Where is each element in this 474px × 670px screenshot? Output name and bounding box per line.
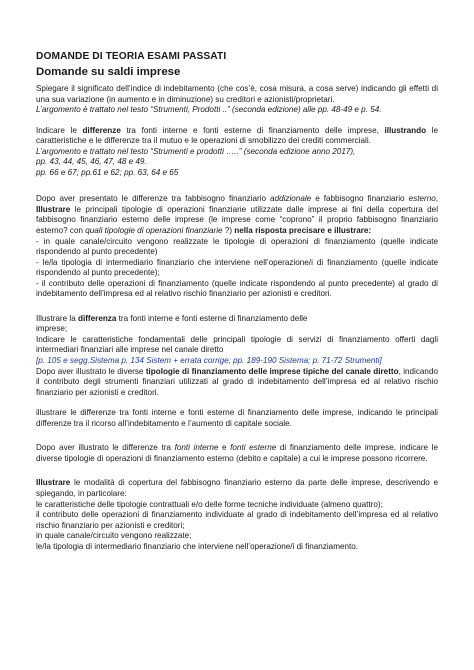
- question-2-pages-2: pp. 66 e 67; pp.61 e 62; pp. 63, 64 e 65: [36, 167, 179, 177]
- section-subtitle: Domande su saldi imprese: [36, 66, 181, 78]
- question-6-text: Dopo aver illustrato le differenze tra fonti interne e fonti esterne di finanziamento delle imprese, indicare le diverse tipologie di operazioni di finanziamento esterno (debito e capitale) a cui le imprese possono ricorrere.: [36, 443, 438, 463]
- question-7-point-4: le/la tipologia di intermediario finanziario che interviene nell’operazione/i di finanziamento.: [36, 541, 359, 551]
- document-title: DOMANDE DI TEORIA ESAMI PASSATI: [36, 51, 227, 62]
- question-4-line-2: imprese;: [36, 324, 68, 334]
- question-4-text: Illustrare la differenza tra fonti interne e fonti esterne di finanziamento delle: [36, 313, 308, 323]
- question-1-text: Spiegare il significato dell’indice di indebitamento (che cos’è, cosa misura, a cosa serve) indicando gli effetti di una sua variazione (in aumento e in diminuzione) su creditori e azionisti/proprietari.: [36, 84, 438, 104]
- question-1-reference: L’argomento è trattato nel testo “Strumenti, Prodotti ..” (seconda edizione) alle pp. 48-49 e p. 54.: [36, 105, 382, 115]
- question-7-point-1: le caratteristiche delle tipologie contrattuali e/o delle forme tecniche individuate (almeno quattro);: [36, 499, 383, 509]
- question-3-point-3: - il contributo delle operazioni di finanziamento (quelle indicate rispondendo al punto precedente) al grado di indebitamento dell’impresa ed al relativo rischio finanziario per azionisti e creditori.: [36, 278, 438, 299]
- question-7-text: Illustrare le modalità di copertura del fabbisogno finanziario esterno da parte delle imprese, descrivendo e spiegando, in particolare:: [36, 478, 438, 498]
- question-4-reference: [p. 105 e segg.Sistema p. 134 Sistem + errata corrige; pp. 189-190 Sistema; p. 71-72 Strumenti]: [36, 356, 382, 366]
- question-3-text: Dopo aver presentato le differenze tra fabbisogno finanziario addizionale e fabbisogno finanziario esterno, Illustrare le principali tipologie di operazioni finanziarie utilizzate dalle imprese ai fini della copertura del fabbisogno finanziario esterno delle imprese (le imprese come “coprono” il proprio fabbisogno finanziario esterno? con quali tipologie di operazioni finanziarie ?) nella risposta precisare e illustrare:: [36, 194, 438, 236]
- question-2-text: Indicare le differenze tra fonti interne e fonti esterne di finanziamento delle imprese, illustrando le caratteristiche e le differenze tra il mutuo e le operazioni di smobilizzo dei crediti commerciali.: [36, 125, 438, 146]
- question-7-point-2: il contributo delle operazioni di finanziamento individuate al grado di indebitamento dell’impresa ed al relativo rischio finanziario per azionisti e creditori;: [36, 510, 438, 530]
- question-5-text: illustrare le differenze tra fonti interne e fonti esterne di finanziamento delle imprese, indicando le principali differenze tra il ricorso all’indebitamento e l’aumento di capitale sociale.: [36, 408, 438, 428]
- question-7-point-3: in quale canale/circuito vengono realizzate;: [36, 531, 192, 541]
- question-4-line-3: Indicare le caratteristiche fondamentali delle principali tipologie di servizi di finanziamento offerti dagli intermediari finanziari alle imprese nel canale diretto: [36, 334, 438, 355]
- question-2-pages-1: pp. 43, 44, 45, 46, 47, 48 e 49.: [36, 157, 147, 167]
- question-3-point-1: - in quale canale/circuito vengono realizzate le tipologie di operazioni di finanziamento (quelle indicate rispondendo al punto precedente): [36, 236, 438, 257]
- question-3-point-2: - le/la tipologia di intermediario finanziario che interviene nell’operazione/i di finanziamento (quelle indicate rispondendo al punto precedente);: [36, 257, 438, 278]
- question-2-reference: L’argomento e trattato nel testo “Strumenti e prodotti …..” (seconda edizione anno 2017),: [36, 146, 356, 156]
- question-4-followup: Dopo aver illustrato le diverse tipologie di finanziamento delle imprese tipiche del canale diretto, indicando il contributo degli strumenti finanziari utilizzati al grado di indebitamento dell’impresa ed al relativo rischio finanziario per azionisti e creditori.: [36, 366, 438, 397]
